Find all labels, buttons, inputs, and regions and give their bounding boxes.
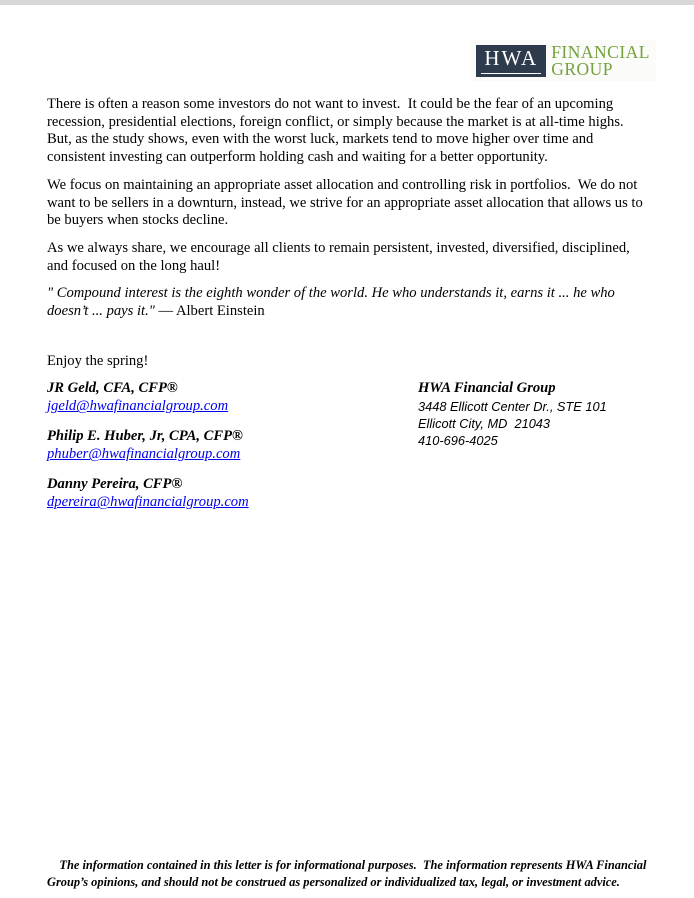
email-link-dpereira[interactable]: dpereira@hwafinancialgroup.com bbox=[47, 494, 249, 511]
advisor-signatures bbox=[47, 379, 418, 523]
window-top-bar bbox=[0, 0, 694, 5]
hwa-logo-text: HWA bbox=[484, 45, 539, 70]
letter-body bbox=[47, 96, 647, 523]
signature-jr-geld bbox=[47, 379, 418, 415]
paragraph-allocation: We focus on maintaining an appropriate asset allocation and controlling risk in portfolios. We do not want to be sellers in a downturn, instead, we strive for an appropriate asset allocation that allows us to be buyers when stocks decline. bbox=[47, 176, 647, 229]
company-address-line1: 3448 Ellicott Center Dr., STE 101 bbox=[418, 399, 607, 415]
signature-danny-pereira bbox=[47, 475, 418, 511]
company-name: HWA Financial Group bbox=[418, 380, 556, 397]
quote-attribution: — Albert Einstein bbox=[154, 303, 265, 320]
company-address-line2: Ellicott City, MD 21043 bbox=[418, 416, 551, 432]
advisor-name: Philip E. Huber, Jr, CPA, CFP® bbox=[47, 428, 243, 445]
paragraph-encouragement: As we always share, we encourage all clients to remain persistent, invested, diversified, disciplined, and focused on the long haul! bbox=[47, 239, 634, 274]
disclaimer-footer bbox=[47, 840, 650, 898]
quote-text: " Compound interest is the eighth wonder of the world. He who understands it, earns it ... he who doesn’t ... pays it." bbox=[47, 285, 619, 320]
company-logo bbox=[470, 40, 656, 81]
hwa-logo-mark bbox=[476, 45, 546, 77]
einstein-quote bbox=[47, 285, 647, 320]
disclaimer-text: The information contained in this letter is for informational purposes. The information represents HWA Financial Group’s opinions, and should not be construed as personalized or individualized tax, legal, or investment advice. bbox=[47, 857, 650, 889]
signature-philip-huber bbox=[47, 427, 418, 463]
advisor-email-row bbox=[47, 445, 418, 463]
signature-section bbox=[47, 379, 647, 523]
email-link-jgeld[interactable]: jgeld@hwafinancialgroup.com bbox=[47, 398, 229, 415]
paragraph-investing: There is often a reason some investors do not want to invest. It could be the fear of an upcoming recession, presidential elections, foreign conflict, or simply because the market is at all-time highs. But, as the study shows, even with the worst luck, markets tend to move higher over time and consistent investing can outperform holding cash and waiting for a better opportunity. bbox=[47, 96, 631, 166]
advisor-email-row bbox=[47, 397, 418, 415]
email-link-phuber[interactable]: phuber@hwafinancialgroup.com bbox=[47, 446, 241, 463]
advisor-name: JR Geld, CFA, CFP® bbox=[47, 380, 178, 397]
company-contact-block bbox=[418, 379, 607, 523]
advisor-name: Danny Pereira, CFP® bbox=[47, 476, 183, 493]
advisor-email-row bbox=[47, 493, 418, 511]
logo-wordmark-line1: FINANCIAL bbox=[551, 42, 650, 62]
closing-line: Enjoy the spring! bbox=[47, 352, 149, 369]
company-phone: 410-696-4025 bbox=[418, 433, 498, 449]
logo-wordmark bbox=[551, 44, 650, 77]
logo-wordmark-line2: GROUP bbox=[551, 58, 614, 79]
